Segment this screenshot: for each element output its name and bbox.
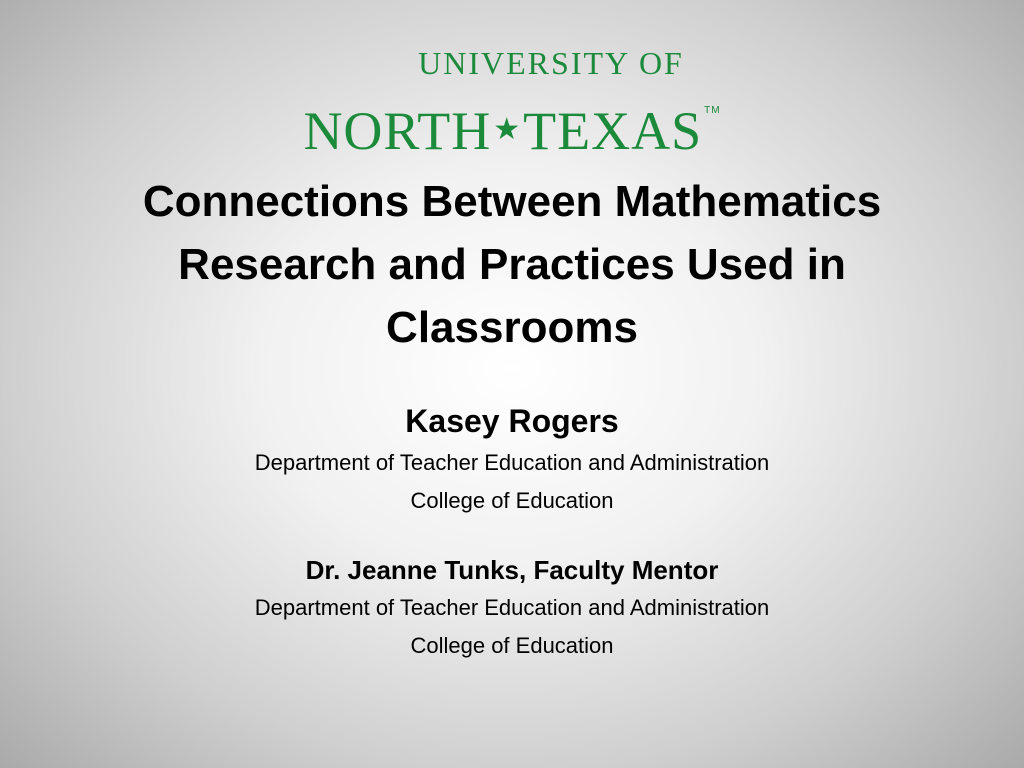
logo-word-texas: TEXAS <box>523 101 703 161</box>
author-block-mentor <box>0 551 1024 665</box>
title-line-3: Classrooms <box>386 303 638 352</box>
mentor-department: Department of Teacher Education and Administration <box>254 595 770 620</box>
title-line-2: Research and Practices Used in <box>178 240 846 289</box>
author-department: Department of Teacher Education and Administration <box>254 450 770 475</box>
trademark-mark: TM <box>704 105 721 116</box>
author-name: Kasey Rogers <box>405 403 619 439</box>
presentation-title <box>40 170 984 359</box>
logo-line-north-texas <box>0 82 1024 160</box>
mentor-name: Dr. Jeanne Tunks, Faculty Mentor <box>305 555 719 585</box>
mentor-college: College of Education <box>410 633 614 658</box>
logo-line-university-of: UNIVERSITY OF <box>418 45 684 81</box>
logo-word-north: NORTH <box>303 101 492 161</box>
unt-logo <box>0 46 1024 160</box>
author-college: College of Education <box>410 488 614 513</box>
star-icon: ★ <box>493 113 522 146</box>
author-block-presenter <box>0 398 1024 520</box>
title-line-1: Connections Between Mathematics <box>142 177 882 226</box>
